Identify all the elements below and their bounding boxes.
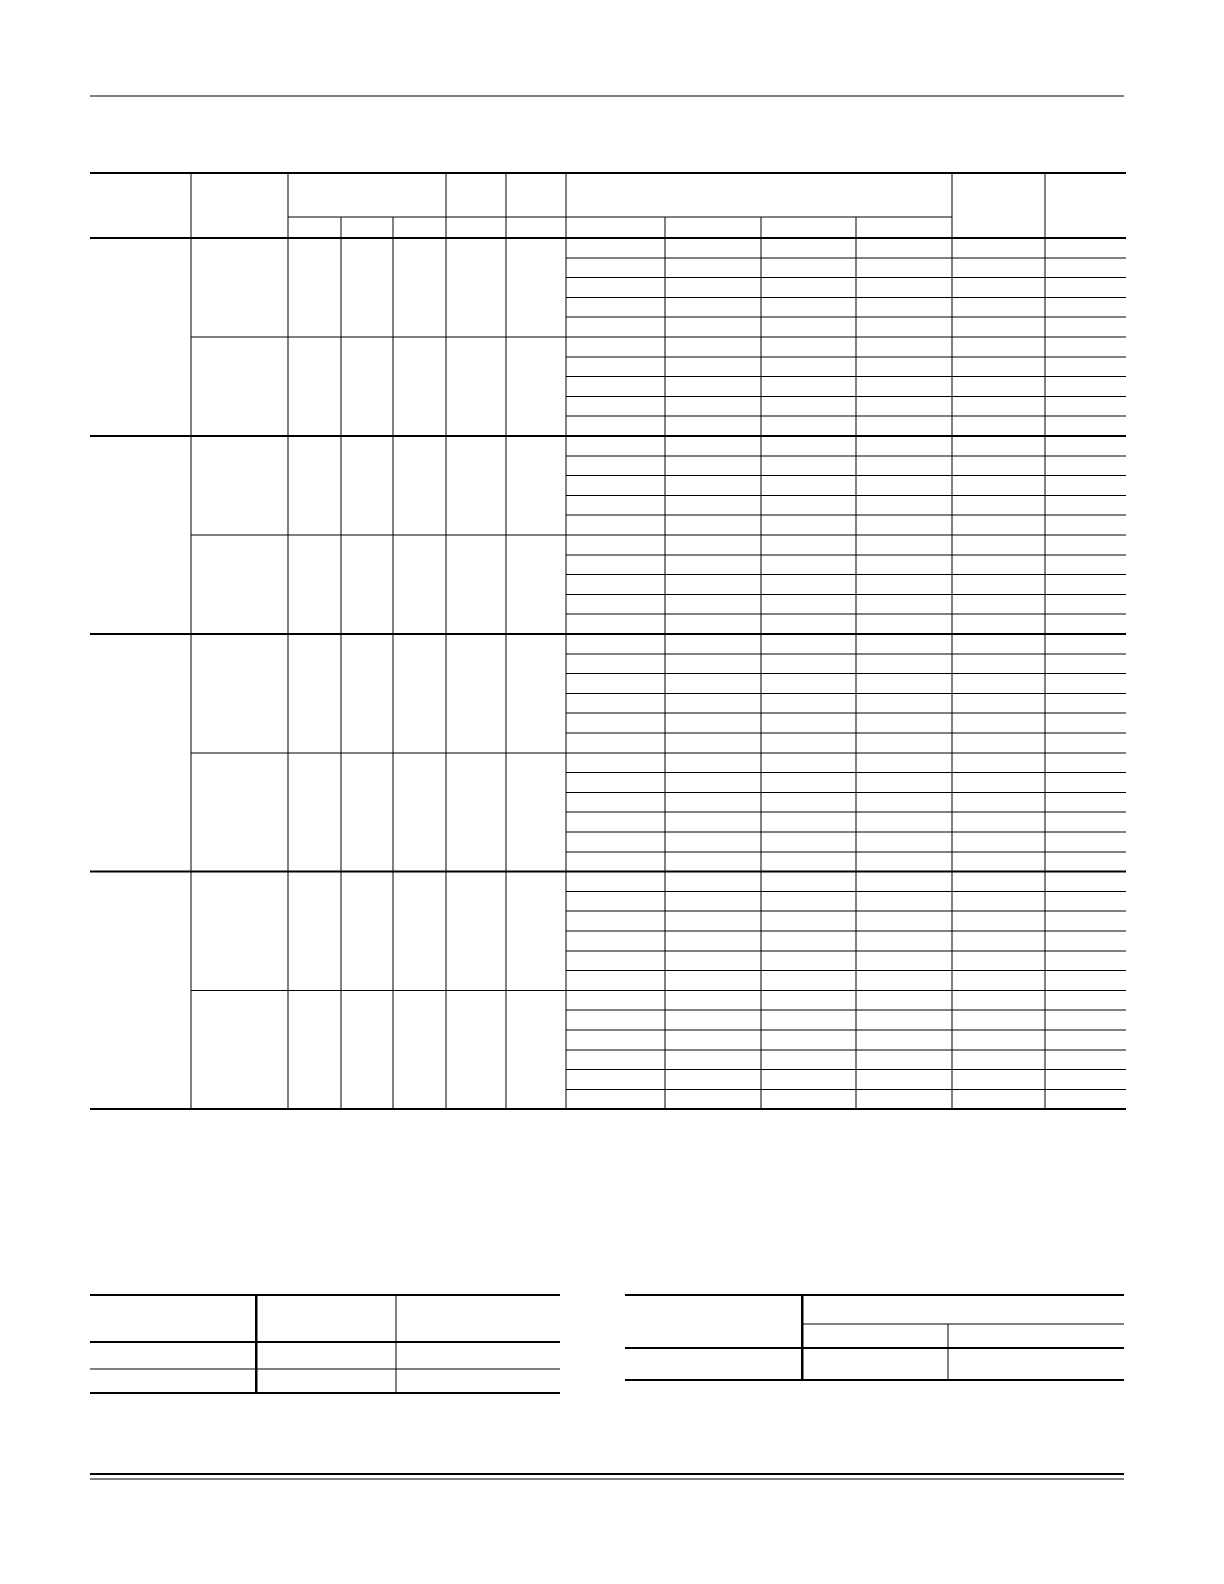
bottom-right-table: [625, 1295, 1124, 1380]
main-table: [90, 173, 1126, 1109]
bottom-left-table: [90, 1295, 560, 1393]
